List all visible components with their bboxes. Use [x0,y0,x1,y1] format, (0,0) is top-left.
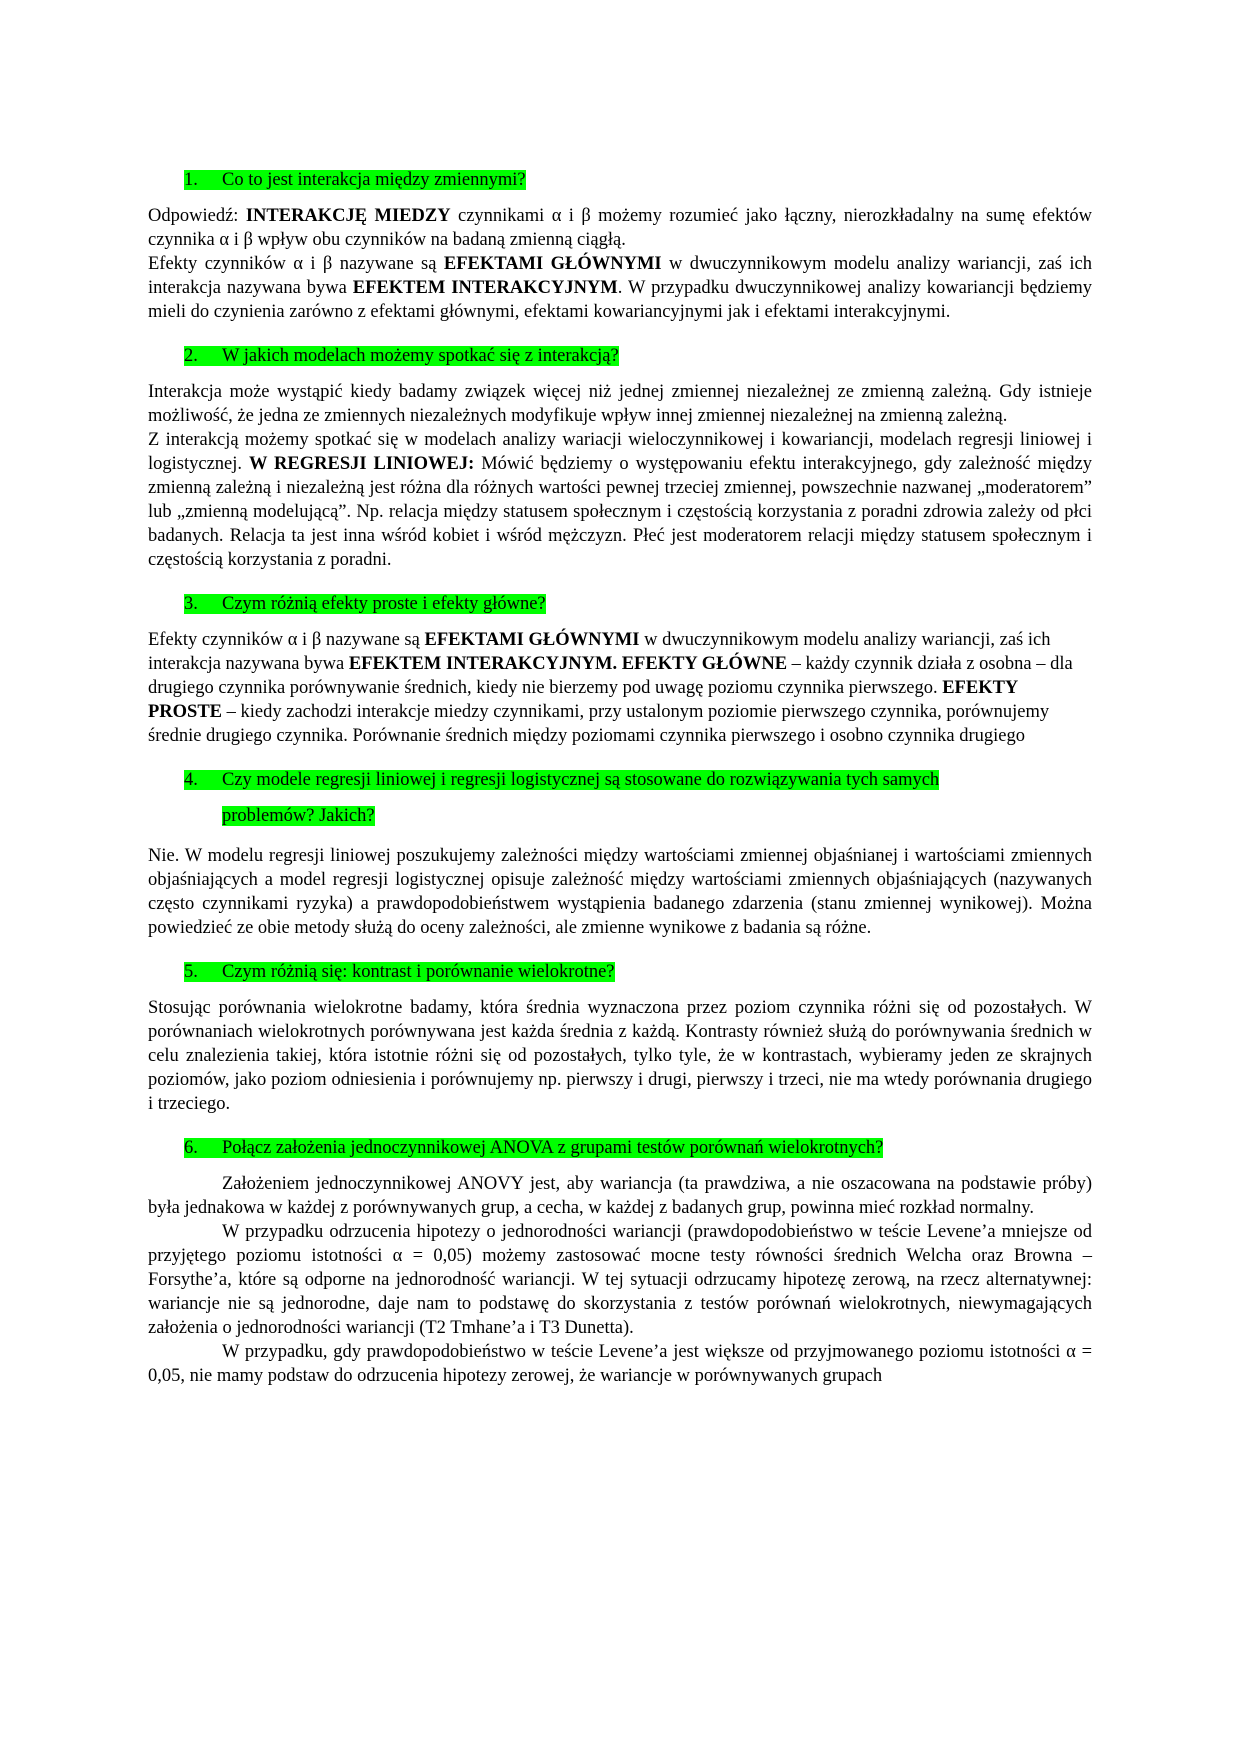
answer-3-paragraph [148,628,1092,748]
question-6-number: 6. [184,1138,198,1158]
answer-1-text: . W przypadku dwuczynnikowej analizy kowariancji będziemy mieli do czynienia zarówno z efektami głównymi, efektami kowariancyjnymi jak i efektami interakcyjnymi. [148,278,1092,322]
question-3-number: 3. [184,594,198,614]
question-5-highlight [184,962,615,982]
question-4 [148,762,1092,834]
question-1-number: 1. [184,170,198,190]
answer-3-text: – każdy czynnik działa z osobna – dla drugiego czynnika porównywanie średnich, kiedy nie bierzemy pod uwagę poziomu czynnika pierwszego. [148,654,1073,698]
question-4-text: Czy modele regresji liniowej i regresji logistycznej są stosowane do rozwiązywania tych samych [222,770,940,790]
question-4-highlight [184,770,939,790]
question-6-text: Połącz założenia jednoczynnikowej ANOVA z grupami testów porównań wielokrotnych? [222,1138,884,1158]
answer-1-paragraph-1 [148,204,1092,252]
answer-3-text: Efekty czynników α i β nazywane są [148,630,425,650]
answer-1-text: czynnikami α i β możemy rozumieć jako łączny, nierozkładalny na sumę efektów czynnika α i β wpływ obu czynników na badaną zmienną ciągłą. [148,206,1092,250]
answer-1-bold: EFEKTEM INTERAKCYJNYM [352,278,618,298]
answer-1-paragraph-2 [148,252,1092,324]
answer-1-bold: EFEKTAMI GŁÓWNYMI [443,254,662,274]
question-3-highlight [184,594,546,614]
answer-4-paragraph: Nie. W modelu regresji liniowej poszukujemy zależności między wartościami zmiennej objaśnianej i wartościami zmiennych objaśniających a model regresji logistycznej opisuje zależność między wartościami zmiennych objaśniających (nazywanych często czynnikami ryzyka) a prawdopodobieństwem wystąpienia badanego zdarzenia (stanu zmiennej wynikowej). Można powiedzieć ze obie metody służą do oceny zależności, ale zmienne wynikowe z badania są różne. [148,846,1092,938]
answer-3-text: – kiedy zachodzi interakcje miedzy czynnikami, przy ustalonym poziomie pierwszego czynnika, porównujemy średnie drugiego czynnika. Porównanie średnich między poziomami czynnika pierwszego i osobno czynnika drugiego [148,702,1050,746]
answer-1-text: w dwuczynnikowym modelu analizy wariancji, zaś ich interakcja nazywana bywa [148,254,1092,298]
answer-6-paragraph-3: W przypadku, gdy prawdopodobieństwo w teście Levene’a jest większe od przyjmowanego poziomu istotności α = 0,05, nie mamy podstaw do odrzucenia hipotezy zerowej, że wariancje w porównywanych grupach [148,1342,1092,1386]
answer-3-bold: EFEKTEM INTERAKCYJNYM. EFEKTY GŁÓWNE [348,654,788,674]
question-4-text-continued: problemów? Jakich? [222,806,375,826]
question-4-number: 4. [184,770,198,790]
answer-6-paragraph-1: Założeniem jednoczynnikowej ANOVY jest, aby wariancja (ta prawdziwa, a nie oszacowana na podstawie próby) była jednakowa w każdej z porównywanych grup, a cecha, w każdej z badanych grup, powinna mieć rozkład normalny. [148,1174,1092,1218]
question-2 [148,344,1092,368]
answer-6-paragraph-2: W przypadku odrzucenia hipotezy o jednorodności wariancji (prawdopodobieństwo w teście Levene’a mniejsze od przyjętego poziomu istotności α = 0,05) możemy zastosować mocne testy równości średnich Welcha oraz Browna – Forsythe’a, które są odporne na jednorodność wariancji. W tej sytuacji odrzucamy hipotezę zerową, na rzecz alternatywnej: wariancje nie są jednorodne, daje nam to podstawę do skorzystania z testów porównań wielokrotnych, niewymagających założenia o jednorodności wariancji (T2 Tmhane’a i T3 Dunetta). [148,1222,1092,1338]
question-5 [148,960,1092,984]
answer-2-text: Mówić będziemy o występowaniu efektu interakcyjnego, gdy zależność między zmienną zależną i niezależną jest różna dla różnych wartości pewnej trzeciej zmiennej, powszechnie nazwanej „moderatorem” lub „zmienną modelującą”. Np. relacja między statusem społecznym i częstością korzystania z poradni zdrowia zależy od płci badanych. Relacja ta jest inna wśród kobiet i wśród mężczyzn. Płeć jest moderatorem relacji między statusem społecznym i częstością korzystania z poradni. [148,454,1092,570]
question-2-number: 2. [184,346,198,366]
question-1-text: Co to jest interakcja między zmiennymi? [222,170,526,190]
answer-1-bold: INTERAKCJĘ MIEDZY [245,206,451,226]
question-6 [148,1136,1092,1160]
question-1 [148,168,1092,192]
question-5-number: 5. [184,962,198,982]
question-5-text: Czym różnią się: kontrast i porównanie wielokrotne? [222,962,615,982]
question-6-highlight [184,1138,883,1158]
answer-2-paragraph-1: Interakcja może wystąpić kiedy badamy związek więcej niż jednej zmiennej niezależnej ze zmienną zależną. Gdy istnieje możliwość, że jedna ze zmiennych niezależnych modyfikuje wpływ innej zmiennej niezależnej na zmienną zależną. [148,382,1092,426]
document-page [148,168,1092,1388]
answer-3-bold: EFEKTY PROSTE [148,678,1018,722]
answer-2-bold: W REGRESJI LINIOWEJ: [248,454,475,474]
answer-3-bold: EFEKTAMI GŁÓWNYMI [424,630,640,650]
question-1-highlight [184,170,526,190]
answer-2-paragraph-2 [148,428,1092,572]
answer-3-text: w dwuczynnikowym modelu analizy wariancji, zaś ich interakcja nazywana bywa [148,630,1051,674]
answer-1-text: Odpowiedź: [148,206,246,226]
answer-5-paragraph: Stosując porównania wielokrotne badamy, która średnia wyznaczona przez poziom czynnika różni się od pozostałych. W porównaniach wielokrotnych porównywana jest każda średnia z każdą. Kontrasty również służą do porównywania średnich w celu znalezienia takiej, która istotnie różni się od pozostałych, tylko tyle, że w kontrastach, wybieramy jeden ze skrajnych poziomów, jako poziom odniesienia i porównujemy np. pierwszy i drugi, pierwszy i trzeci, nie ma wtedy porównania drugiego i trzeciego. [148,998,1092,1114]
question-3-text: Czym różnią efekty proste i efekty główne? [222,594,546,614]
question-2-text: W jakich modelach możemy spotkać się z interakcją? [222,346,619,366]
answer-1-text: Efekty czynników α i β nazywane są [148,254,444,274]
question-4-line-1 [148,762,1092,798]
question-3 [148,592,1092,616]
answer-2-text: Z interakcją możemy spotkać się w modelach analizy wariacji wieloczynnikowej i kowariancji, modelach regresji liniowej i logistycznej. [148,430,1092,474]
question-4-line-2 [148,798,1092,834]
question-2-highlight [184,346,619,366]
